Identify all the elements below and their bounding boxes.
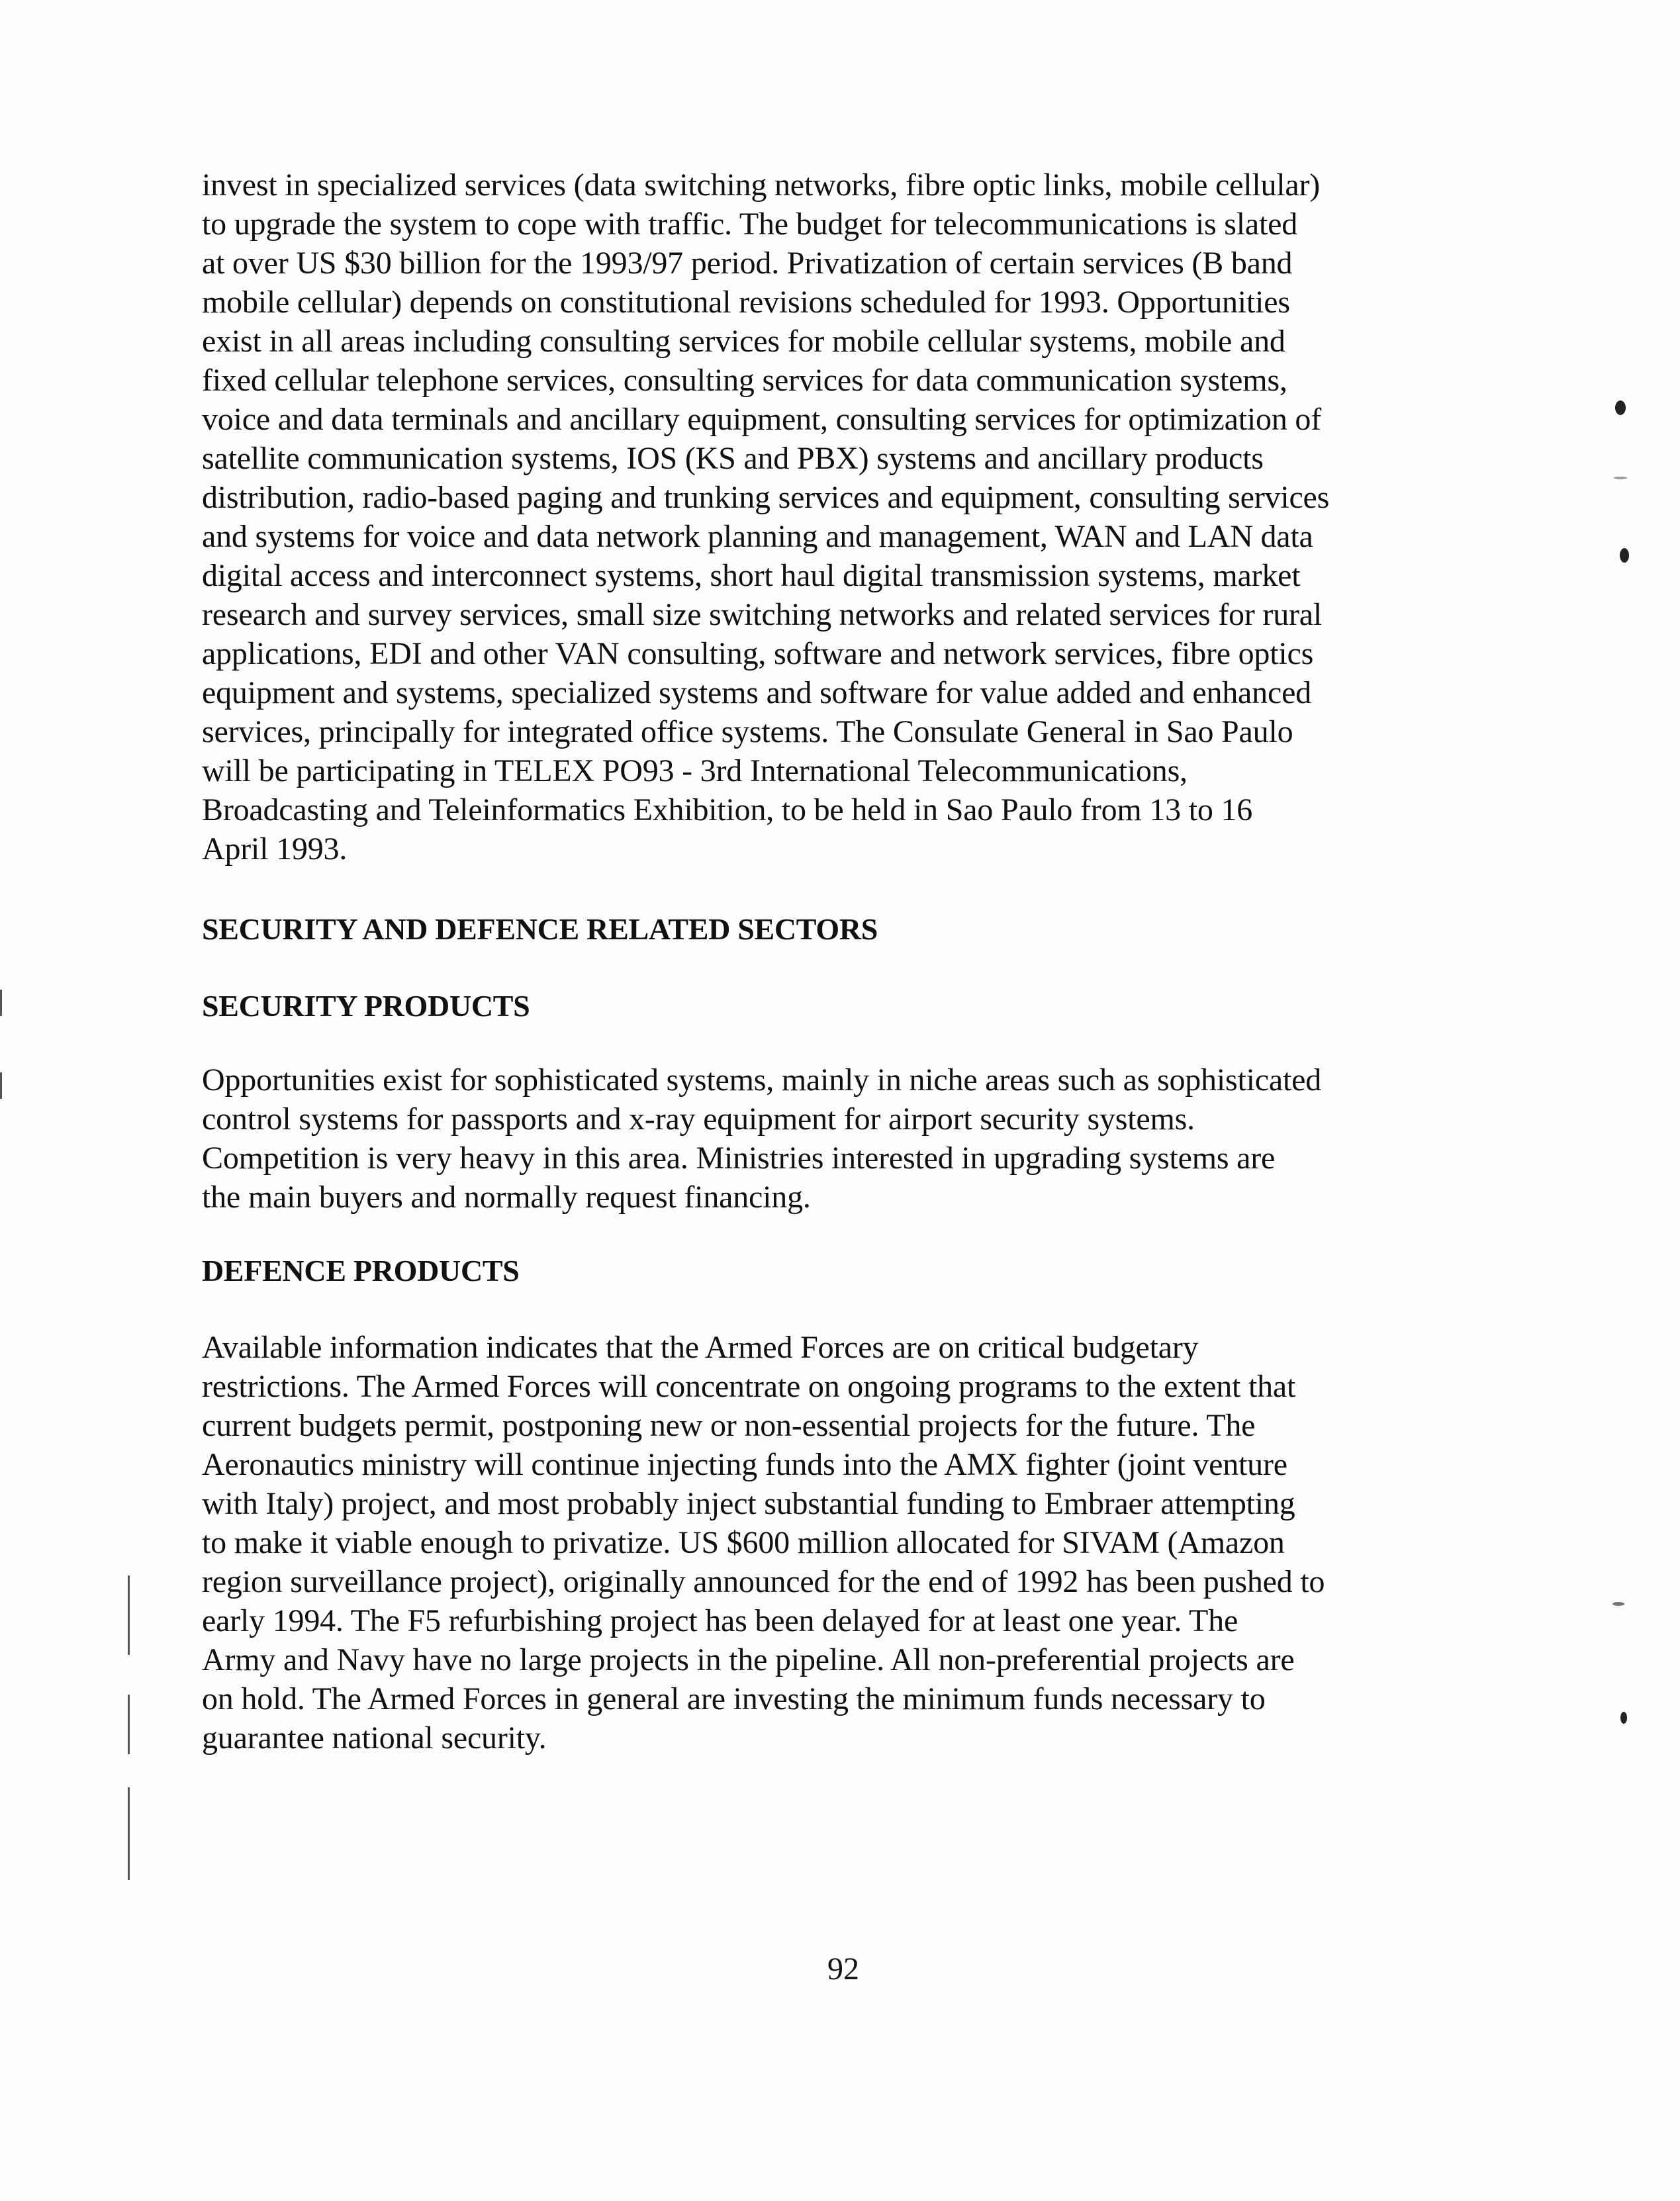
defence-products-heading: DEFENCE PRODUCTS [202,1254,520,1288]
sector-heading: SECURITY AND DEFENCE RELATED SECTORS [202,912,878,946]
scan-speck [1620,548,1629,563]
security-products-paragraph: Opportunities exist for sophisticated systems, mainly in niche areas such as sophisticated control systems for passports and x-ray equipment for airport security systems. Competition is very heavy in this area. Ministries interested in upgrading systems are the main buyers and normally request financing. [202,1062,1321,1215]
scan-speck [1615,400,1626,415]
scan-speck [1620,1712,1627,1724]
page-number: 92 [827,1951,859,1987]
security-products-heading: SECURITY PRODUCTS [202,989,530,1023]
telecom-paragraph: invest in specialized services (data switching networks, fibre optic links, mobile cellular) to upgrade the system to cope with traffic. The budget for telecommunications is slated at over US $30 billion for the 1993/97 period. Privatization of certain services (B band mobile cellular) depends on constitutional revisions scheduled for 1993. Opportunities exist in all areas including consulting services for mobile cellular systems, mobile and fixed cellular telephone services, consulting services for data communication systems, voice and data terminals and ancillary equipment, consulting services for optimization of satellite communication systems, IOS (KS and PBX) systems and ancillary products distribution, radio-based paging and trunking services and equipment, consulting services and systems for voice and data network planning and management, WAN and LAN data digital access and interconnect systems, short haul digital transmission systems, market research and survey services, small size switching networks and related services for rural applications, EDI and other VAN consulting, software and network services, fibre optics equipment and systems, specialized systems and software for value added and enhanced services, principally for integrated office systems. The Consulate General in Sao Paulo will be participating in TELEX PO93 - 3rd International Telecommunications, Broadcasting and Teleinformatics Exhibition, to be held in Sao Paulo from 13 to 16 April 1993. [202,167,1330,866]
binder-mark [128,1787,130,1880]
binder-mark [0,1072,2,1099]
binder-mark [128,1575,130,1655]
binder-mark [128,1695,130,1754]
scan-speck [1614,477,1627,479]
binder-mark [0,990,2,1016]
defence-products-paragraph: Available information indicates that the Armed Forces are on critical budgetary restrictions. The Armed Forces will concentrate on ongoing programs to the extent that current budgets permit, postponing new or non-essential projects for the future. The Aeronautics ministry will continue injecting funds into the AMX fighter (joint venture with Italy) project, and most probably inject substantial funding to Embraer attempting to make it viable enough to privatize. US $600 million allocated for SIVAM (Amazon region surveillance project), originally announced for the end of 1992 has been pushed to early 1994. The F5 refurbishing project has been delayed for at least one year. The Army and Navy have no large projects in the pipeline. All non-preferential projects are on hold. The Armed Forces in general are investing the minimum funds necessary to guarantee national security. [202,1330,1325,1756]
scan-speck [1612,1602,1624,1606]
